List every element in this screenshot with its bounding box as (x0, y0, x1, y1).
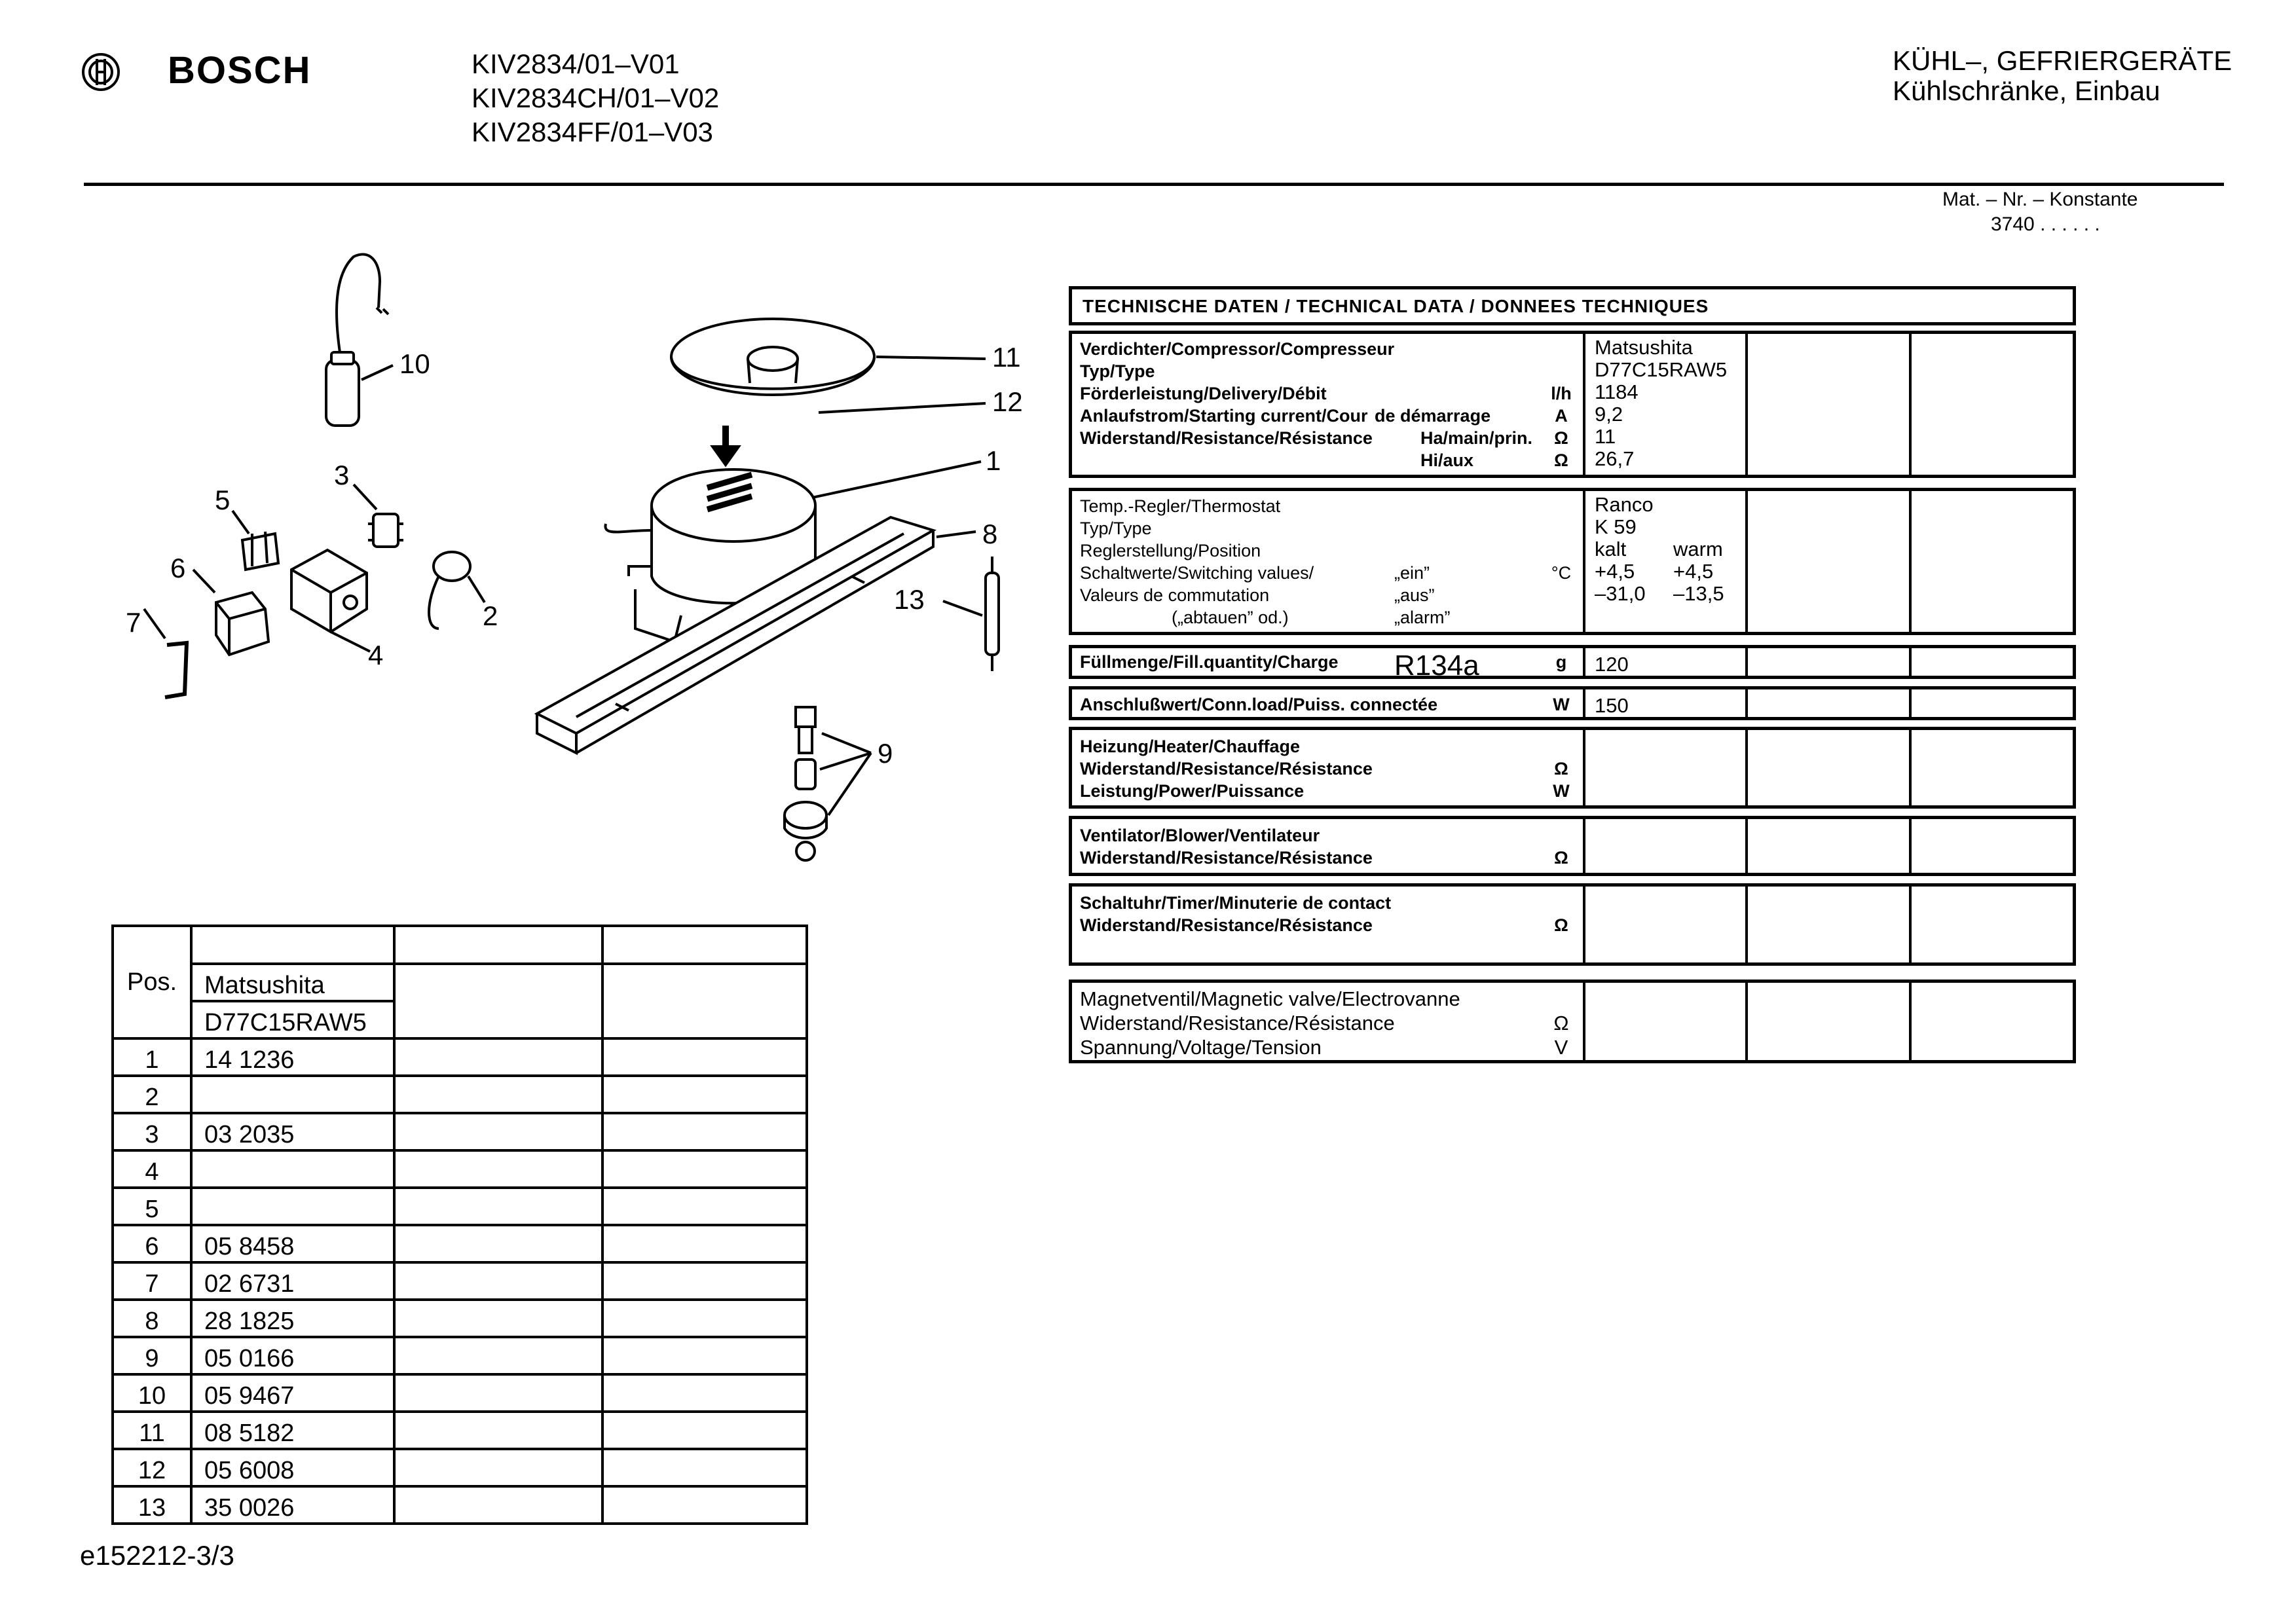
model-header: D77C15RAW5 (191, 1001, 394, 1038)
compressor-label: Verdichter/Compressor/Compresseur (1080, 339, 1395, 359)
capacitor-drawing (326, 254, 388, 426)
pos-cell: 7 (113, 1262, 191, 1300)
brand-name: BOSCH (168, 49, 312, 92)
pos-cell: 5 (113, 1188, 191, 1225)
pos-cell: 9 (113, 1337, 191, 1374)
heater-block: Heizung/Heater/Chauffage Widerstand/Resistance/Résistance Ω Leistung/Power/Puissance W (1069, 727, 2076, 809)
callout-4: 4 (368, 640, 384, 670)
callout-2: 2 (483, 600, 498, 631)
callout-3: 3 (334, 460, 350, 490)
mounting-rail-drawing (537, 517, 933, 753)
part-number-cell: 28 1825 (191, 1300, 394, 1337)
table-row (113, 1150, 807, 1188)
table-row (113, 1412, 807, 1449)
callout-7: 7 (126, 607, 141, 638)
pos-cell: 12 (113, 1449, 191, 1486)
connected-load-label: Anschlußwert/Conn.load/Puiss. connectée (1080, 695, 1438, 714)
matnr-value: 3740 . . . . . . (1991, 213, 2100, 235)
magnetic-valve-label: Magnetventil/Magnetic valve/Electrovanne (1080, 987, 1460, 1010)
callout-5: 5 (215, 485, 231, 515)
thermostat-block: Temp.-Regler/Thermostat Typ/Type Reglerstellung/Position Schaltwerte/Switching values/ „ein” °C Valeurs de commutation „aus” („abtauen” od.) „alarm” Ranco K 59 kalt warm +4,5 +4,5 –31,0 –13,5 (1069, 488, 2076, 635)
technical-data-title: TECHNISCHE DATEN / TECHNICAL DATA / DONNEES TECHNIQUES (1069, 286, 2076, 325)
table-row (113, 1225, 807, 1262)
part-number-cell: 08 5182 (191, 1412, 394, 1449)
fill-quantity-value: 120 (1595, 653, 1629, 676)
pos-cell: 8 (113, 1300, 191, 1337)
material-number (1942, 187, 2138, 237)
callout-6: 6 (170, 553, 186, 583)
part-number-cell: 14 1236 (191, 1038, 394, 1076)
thermostat-label: Temp.-Regler/Thermostat (1080, 496, 1281, 516)
connected-load-block: Anschlußwert/Conn.load/Puiss. connectée W 150 (1069, 686, 2076, 720)
part-number-cell: 02 6731 (191, 1262, 394, 1300)
compressor-values: Matsushita D77C15RAW5 1184 9,2 11 26,7 (1583, 334, 1745, 475)
unit-label: l/h (1551, 384, 1572, 403)
cap-drawing (216, 593, 268, 655)
callout-1: 1 (986, 445, 1001, 476)
starting-current-label: Anlaufstrom/Starting current/Cour (1080, 406, 1368, 426)
timer-label: Schaltuhr/Timer/Minuterie de contact (1080, 893, 1392, 913)
pos-cell: 6 (113, 1225, 191, 1262)
table-row (113, 1300, 807, 1337)
bosch-logo-icon (81, 52, 120, 92)
part-number-cell (191, 1150, 394, 1188)
relay-drawing (368, 514, 403, 547)
pos-cell: 1 (113, 1038, 191, 1076)
document-code: e152212-3/3 (80, 1540, 234, 1571)
mounting-hardware-drawing (785, 707, 826, 860)
pos-cell: 10 (113, 1374, 191, 1412)
table-row (113, 1188, 807, 1225)
heater-label: Heizung/Heater/Chauffage (1080, 737, 1301, 756)
resistance-label: Widerstand/Resistance/Résistance (1080, 428, 1373, 448)
table-row (113, 1374, 807, 1412)
part-number-cell: 35 0026 (191, 1486, 394, 1524)
callout-11: 11 (992, 342, 1021, 373)
header-divider (84, 183, 2224, 186)
refrigerant-label: R134a (1394, 650, 1479, 682)
blower-block: Ventilator/Blower/Ventilateur Widerstand/Resistance/Résistance Ω (1069, 816, 2076, 876)
fill-quantity-block: Füllmenge/Fill.quantity/Charge R134a g 120 (1069, 645, 2076, 679)
table-row (113, 1449, 807, 1486)
part-number-cell: 05 0166 (191, 1337, 394, 1374)
model-number: KIV2834CH/01–V02 (472, 82, 720, 113)
callout-8: 8 (982, 519, 998, 549)
pos-cell: 4 (113, 1150, 191, 1188)
table-row (113, 1337, 807, 1374)
category-line: KÜHL–, GEFRIERGERÄTE (1893, 45, 2232, 76)
callout-10: 10 (399, 348, 430, 379)
protector-drawing (291, 550, 367, 632)
model-number: KIV2834/01–V01 (472, 48, 680, 79)
table-row (113, 1038, 807, 1076)
part-number-cell (191, 1076, 394, 1113)
pos-cell: 3 (113, 1113, 191, 1150)
grommet-drawing (429, 552, 470, 629)
connected-load-value: 150 (1595, 694, 1629, 717)
exploded-parts-diagram (118, 236, 1061, 877)
part-number-cell: 05 8458 (191, 1225, 394, 1262)
pos-cell: 11 (113, 1412, 191, 1449)
blower-label: Ventilator/Blower/Ventilateur (1080, 826, 1320, 845)
category-line: Kühlschränke, Einbau (1893, 75, 2160, 106)
table-row (113, 1262, 807, 1300)
model-number: KIV2834FF/01–V03 (472, 117, 713, 147)
callout-12: 12 (992, 386, 1023, 417)
drier-drawing (986, 557, 999, 671)
clip-drawing (242, 532, 278, 570)
table-row (113, 1486, 807, 1524)
model-list (472, 47, 719, 149)
pos-cell: 2 (113, 1076, 191, 1113)
product-category (1893, 46, 2232, 106)
cover-drawing (671, 319, 874, 395)
pos-header: Pos. (113, 926, 191, 1038)
part-number-cell (191, 1188, 394, 1225)
delivery-label: Förderleistung/Delivery/Débit (1080, 384, 1327, 403)
part-number-cell: 03 2035 (191, 1113, 394, 1150)
callout-9: 9 (878, 738, 893, 769)
manufacturer-header: Matsushita (191, 964, 394, 1001)
magnetic-valve-block: Magnetventil/Magnetic valve/Electrovanne Widerstand/Resistance/Résistance Ω Spannung/Voltage/Tension V (1069, 980, 2076, 1063)
thermostat-values: Ranco K 59 kalt warm +4,5 +4,5 –31,0 –13,5 (1583, 491, 1745, 632)
type-label: Typ/Type (1080, 361, 1155, 381)
matnr-label: Mat. – Nr. – Konstante (1942, 189, 2138, 210)
bracket-drawing (165, 643, 187, 697)
fill-quantity-label: Füllmenge/Fill.quantity/Charge (1080, 652, 1339, 672)
table-row (113, 1113, 807, 1150)
pos-cell: 13 (113, 1486, 191, 1524)
parts-table (111, 925, 808, 1525)
part-number-cell: 05 6008 (191, 1449, 394, 1486)
table-row (113, 1076, 807, 1113)
compressor-block: Verdichter/Compressor/Compresseur Typ/Type Förderleistung/Delivery/Débit l/h Anlaufstrom/Starting current/Cour de démarrage A Widerstand/Resistance/Résistance Ha/main/prin. Ω Hi/aux Ω Matsushita D77C15RAW5 1184 9,2 11 26,7 (1069, 331, 2076, 478)
timer-block: Schaltuhr/Timer/Minuterie de contact Widerstand/Resistance/Résistance Ω (1069, 883, 2076, 966)
part-number-cell: 05 9467 (191, 1374, 394, 1412)
callout-13: 13 (894, 584, 925, 615)
